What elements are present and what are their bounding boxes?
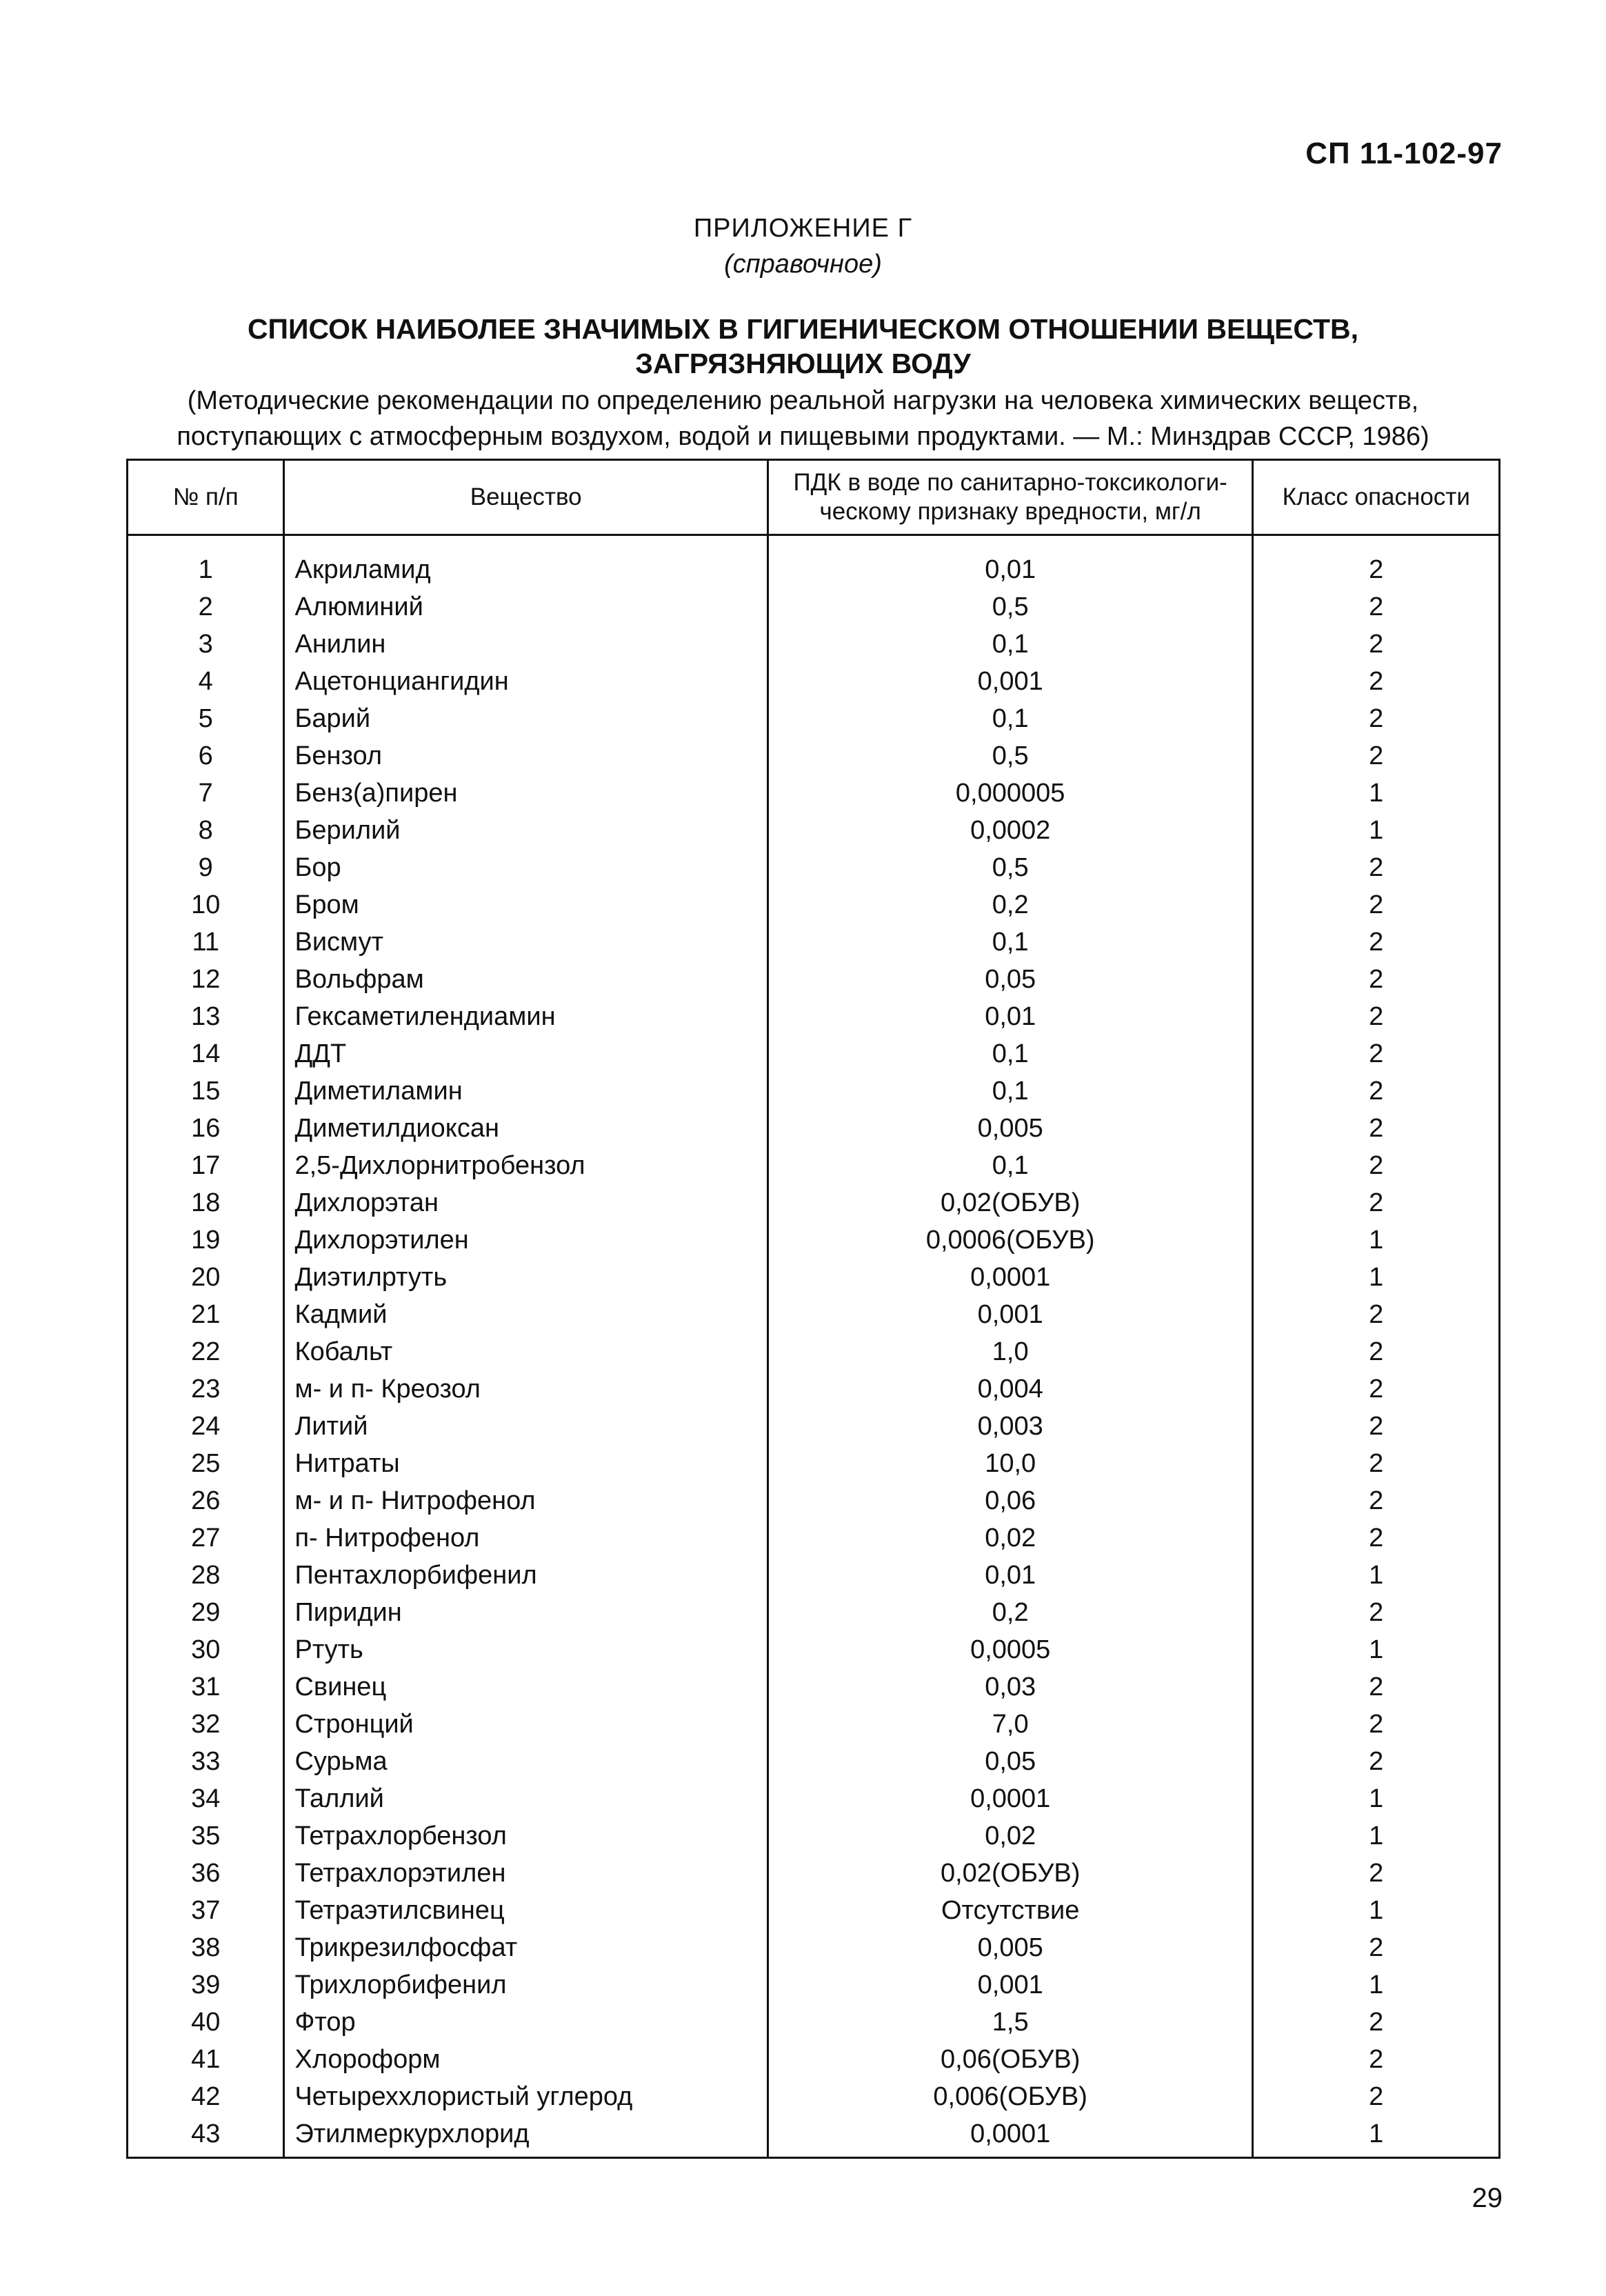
pdk-value: 0,001: [767, 663, 1253, 700]
table-row: [128, 1333, 1500, 1370]
table-row: [128, 1929, 1500, 1966]
row-number: 35: [128, 1817, 284, 1855]
hazard-class: 2: [1253, 2078, 1500, 2115]
substance-name: Диметилдиоксан: [284, 1110, 767, 1147]
pdk-value: 0,003: [767, 1408, 1253, 1445]
table-row: [128, 2115, 1500, 2158]
substance-name: м- и п- Креозол: [284, 1370, 767, 1408]
hazard-class: 2: [1253, 2041, 1500, 2078]
header-pdk-line-2: ческому признаку вредности, мг/л: [819, 498, 1201, 525]
row-number: 26: [128, 1482, 284, 1519]
table-row: [128, 1557, 1500, 1594]
pdk-value: 0,001: [767, 1966, 1253, 2004]
pdk-value: 1,0: [767, 1333, 1253, 1370]
pdk-value: 0,2: [767, 1594, 1253, 1631]
table-row: [128, 1706, 1500, 1743]
substance-name: Хлороформ: [284, 2041, 767, 2078]
hazard-class: 2: [1253, 1408, 1500, 1445]
table-row: [128, 998, 1500, 1035]
header-hazard-class: Класс опасности: [1253, 460, 1500, 535]
row-number: 17: [128, 1147, 284, 1184]
row-number: 14: [128, 1035, 284, 1072]
hazard-class: 2: [1253, 1594, 1500, 1631]
substance-name: Бром: [284, 886, 767, 924]
substance-name: Дихлорэтилен: [284, 1221, 767, 1259]
substance-name: Трихлорбифенил: [284, 1966, 767, 2004]
substance-name: Диметиламин: [284, 1072, 767, 1110]
table-row: [128, 737, 1500, 775]
pdk-value: 0,01: [767, 535, 1253, 589]
row-number: 5: [128, 700, 284, 737]
table-row: [128, 1966, 1500, 2004]
pdk-value: 0,005: [767, 1110, 1253, 1147]
table-row: [128, 1296, 1500, 1333]
hazard-class: 1: [1253, 1221, 1500, 1259]
table-row: [128, 1370, 1500, 1408]
substance-name: ДДТ: [284, 1035, 767, 1072]
substance-name: Анилин: [284, 626, 767, 663]
table-row: [128, 1780, 1500, 1817]
row-number: 33: [128, 1743, 284, 1780]
hazard-class: 2: [1253, 588, 1500, 626]
row-number: 20: [128, 1259, 284, 1296]
hazard-class: 2: [1253, 924, 1500, 961]
pdk-value: 0,05: [767, 1743, 1253, 1780]
substance-name: Трикрезилфосфат: [284, 1929, 767, 1966]
pdk-value: 7,0: [767, 1706, 1253, 1743]
table-row: [128, 2004, 1500, 2041]
pdk-value: 0,02: [767, 1817, 1253, 1855]
table-row: [128, 2041, 1500, 2078]
table-row: [128, 1855, 1500, 1892]
substance-name: Литий: [284, 1408, 767, 1445]
row-number: 23: [128, 1370, 284, 1408]
hazard-class: 2: [1253, 1706, 1500, 1743]
row-number: 30: [128, 1631, 284, 1668]
substance-name: Кадмий: [284, 1296, 767, 1333]
substance-name: Тетрахлорбензол: [284, 1817, 767, 1855]
substance-name: Висмут: [284, 924, 767, 961]
pdk-value: 0,005: [767, 1929, 1253, 1966]
table-row: [128, 1817, 1500, 1855]
substance-name: Бенз(а)пирен: [284, 775, 767, 812]
row-number: 19: [128, 1221, 284, 1259]
hazard-class: 1: [1253, 1780, 1500, 1817]
substance-name: Бор: [284, 849, 767, 886]
row-number: 16: [128, 1110, 284, 1147]
hazard-class: 2: [1253, 663, 1500, 700]
hazard-class: 2: [1253, 700, 1500, 737]
appendix-type: (справочное): [724, 250, 882, 279]
table-row: [128, 663, 1500, 700]
table-row: [128, 2078, 1500, 2115]
row-number: 22: [128, 1333, 284, 1370]
header-num: № п/п: [128, 460, 284, 535]
hazard-class: 2: [1253, 1072, 1500, 1110]
table-row: [128, 1631, 1500, 1668]
row-number: 36: [128, 1855, 284, 1892]
hazard-class: 2: [1253, 1296, 1500, 1333]
substance-name: Ацетонциангидин: [284, 663, 767, 700]
table-row: [128, 535, 1500, 589]
substance-name: Пентахлорбифенил: [284, 1557, 767, 1594]
row-number: 21: [128, 1296, 284, 1333]
page-title-line-1: СПИСОК НАИБОЛЕЕ ЗНАЧИМЫХ В ГИГИЕНИЧЕСКОМ ОТНОШЕНИИ ВЕЩЕСТВ,: [247, 313, 1359, 345]
pdk-value: Отсутствие: [767, 1892, 1253, 1929]
hazard-class: 2: [1253, 1668, 1500, 1706]
hazard-class: 1: [1253, 2115, 1500, 2158]
source-note: [0, 383, 1606, 455]
table-row: [128, 1035, 1500, 1072]
substance-name: Диэтилртуть: [284, 1259, 767, 1296]
pdk-value: 0,01: [767, 1557, 1253, 1594]
row-number: 31: [128, 1668, 284, 1706]
table-row: [128, 812, 1500, 849]
row-number: 6: [128, 737, 284, 775]
document-code: СП 11-102-97: [1305, 137, 1503, 170]
hazard-class: 2: [1253, 626, 1500, 663]
hazard-class: 2: [1253, 1855, 1500, 1892]
pdk-value: 0,02(ОБУВ): [767, 1184, 1253, 1221]
table-row: [128, 1892, 1500, 1929]
pdk-value: 0,06(ОБУВ): [767, 2041, 1253, 2078]
appendix-heading: [0, 210, 1606, 282]
substance-name: Этилмеркурхлорид: [284, 2115, 767, 2158]
header-pdk: [767, 460, 1253, 535]
hazard-class: 1: [1253, 1966, 1500, 2004]
hazard-class: 2: [1253, 1929, 1500, 1966]
substance-name: Таллий: [284, 1780, 767, 1817]
header-pdk-line-1: ПДК в воде по санитарно-токсикологи-: [793, 469, 1227, 496]
table-row: [128, 1668, 1500, 1706]
hazard-class: 2: [1253, 1110, 1500, 1147]
pdk-value: 0,2: [767, 886, 1253, 924]
table-row: [128, 1445, 1500, 1482]
substance-name: Четыреххлористый углерод: [284, 2078, 767, 2115]
hazard-class: 1: [1253, 1259, 1500, 1296]
table-row: [128, 849, 1500, 886]
table-row: [128, 1594, 1500, 1631]
row-number: 24: [128, 1408, 284, 1445]
pdk-value: 0,0001: [767, 1259, 1253, 1296]
row-number: 3: [128, 626, 284, 663]
hazard-class: 2: [1253, 1035, 1500, 1072]
hazard-class: 2: [1253, 998, 1500, 1035]
page-title-line-2: ЗАГРЯЗНЯЮЩИХ ВОДУ: [635, 348, 971, 379]
row-number: 39: [128, 1966, 284, 2004]
row-number: 1: [128, 535, 284, 589]
table-row: [128, 626, 1500, 663]
hazard-class: 2: [1253, 1482, 1500, 1519]
pdk-value: 0,0002: [767, 812, 1253, 849]
pdk-value: 0,01: [767, 998, 1253, 1035]
row-number: 4: [128, 663, 284, 700]
substance-name: Барий: [284, 700, 767, 737]
hazard-class: 2: [1253, 886, 1500, 924]
substance-name: Ртуть: [284, 1631, 767, 1668]
row-number: 27: [128, 1519, 284, 1557]
table-row: [128, 1147, 1500, 1184]
pdk-value: 0,03: [767, 1668, 1253, 1706]
table-row: [128, 924, 1500, 961]
substance-name: Тетрахлорэтилен: [284, 1855, 767, 1892]
substance-name: Бензол: [284, 737, 767, 775]
pdk-value: 0,02(ОБУВ): [767, 1855, 1253, 1892]
substance-name: Берилий: [284, 812, 767, 849]
table-row: [128, 775, 1500, 812]
hazard-class: 2: [1253, 535, 1500, 589]
substance-name: п- Нитрофенол: [284, 1519, 767, 1557]
substance-name: Кобальт: [284, 1333, 767, 1370]
hazard-class: 2: [1253, 1333, 1500, 1370]
page-title: [0, 312, 1606, 381]
row-number: 42: [128, 2078, 284, 2115]
table-row: [128, 1482, 1500, 1519]
row-number: 12: [128, 961, 284, 998]
hazard-class: 2: [1253, 1370, 1500, 1408]
substance-name: Сурьма: [284, 1743, 767, 1780]
hazard-class: 1: [1253, 1631, 1500, 1668]
table-row: [128, 588, 1500, 626]
substance-name: 2,5-Дихлорнитробензол: [284, 1147, 767, 1184]
row-number: 15: [128, 1072, 284, 1110]
pdk-value: 0,06: [767, 1482, 1253, 1519]
substance-name: Фтор: [284, 2004, 767, 2041]
hazard-class: 2: [1253, 2004, 1500, 2041]
row-number: 41: [128, 2041, 284, 2078]
hazard-class: 2: [1253, 849, 1500, 886]
pdk-value: 0,1: [767, 924, 1253, 961]
pdk-value: 0,0001: [767, 1780, 1253, 1817]
table-row: [128, 1519, 1500, 1557]
substance-name: Алюминий: [284, 588, 767, 626]
hazard-class: 2: [1253, 1445, 1500, 1482]
pdk-value: 0,000005: [767, 775, 1253, 812]
substance-name: Нитраты: [284, 1445, 767, 1482]
page-number: 29: [1472, 2183, 1503, 2213]
pdk-value: 0,1: [767, 700, 1253, 737]
hazard-class: 1: [1253, 1817, 1500, 1855]
row-number: 40: [128, 2004, 284, 2041]
pdk-value: 0,05: [767, 961, 1253, 998]
row-number: 8: [128, 812, 284, 849]
hazard-class: 2: [1253, 1743, 1500, 1780]
substance-name: Гексаметилендиамин: [284, 998, 767, 1035]
hazard-class: 2: [1253, 737, 1500, 775]
row-number: 28: [128, 1557, 284, 1594]
pdk-value: 0,1: [767, 626, 1253, 663]
row-number: 32: [128, 1706, 284, 1743]
hazard-class: 2: [1253, 1519, 1500, 1557]
substance-name: Тетраэтилсвинец: [284, 1892, 767, 1929]
appendix-title: ПРИЛОЖЕНИЕ Г: [693, 214, 913, 243]
substance-name: Акриламид: [284, 535, 767, 589]
substance-name: Свинец: [284, 1668, 767, 1706]
table-row: [128, 1259, 1500, 1296]
table-row: [128, 1110, 1500, 1147]
substance-name: Пиридин: [284, 1594, 767, 1631]
table-row: [128, 961, 1500, 998]
row-number: 38: [128, 1929, 284, 1966]
pdk-value: 0,006(ОБУВ): [767, 2078, 1253, 2115]
pdk-value: 0,1: [767, 1072, 1253, 1110]
table-row: [128, 1408, 1500, 1445]
pdk-value: 0,02: [767, 1519, 1253, 1557]
pdk-value: 0,004: [767, 1370, 1253, 1408]
row-number: 18: [128, 1184, 284, 1221]
substance-name: Вольфрам: [284, 961, 767, 998]
substance-name: Дихлорэтан: [284, 1184, 767, 1221]
row-number: 37: [128, 1892, 284, 1929]
hazard-class: 2: [1253, 1184, 1500, 1221]
header-substance: Вещество: [284, 460, 767, 535]
row-number: 43: [128, 2115, 284, 2158]
hazard-class: 1: [1253, 1557, 1500, 1594]
pdk-value: 0,1: [767, 1035, 1253, 1072]
source-note-line-2: поступающих с атмосферным воздухом, водой и пищевыми продуктами. — М.: Минздрав СССР, 1986): [177, 422, 1429, 451]
source-note-line-1: (Методические рекомендации по определению реальной нагрузки на человека химических веществ,: [187, 386, 1419, 415]
row-number: 2: [128, 588, 284, 626]
pdk-value: 0,5: [767, 737, 1253, 775]
row-number: 13: [128, 998, 284, 1035]
row-number: 7: [128, 775, 284, 812]
row-number: 9: [128, 849, 284, 886]
hazard-class: 2: [1253, 961, 1500, 998]
hazard-class: 1: [1253, 812, 1500, 849]
hazard-class: 2: [1253, 1147, 1500, 1184]
table-row: [128, 1743, 1500, 1780]
hazard-class: 1: [1253, 1892, 1500, 1929]
hazard-class: 1: [1253, 775, 1500, 812]
pdk-value: 0,0006(ОБУВ): [767, 1221, 1253, 1259]
table-header-row: [128, 460, 1500, 535]
table-body: [128, 535, 1500, 2158]
row-number: 25: [128, 1445, 284, 1482]
table-row: [128, 1072, 1500, 1110]
table-row: [128, 1221, 1500, 1259]
pdk-value: 1,5: [767, 2004, 1253, 2041]
row-number: 34: [128, 1780, 284, 1817]
row-number: 10: [128, 886, 284, 924]
substance-name: м- и п- Нитрофенол: [284, 1482, 767, 1519]
table-row: [128, 886, 1500, 924]
pdk-value: 0,0005: [767, 1631, 1253, 1668]
pdk-value: 0,001: [767, 1296, 1253, 1333]
pdk-value: 0,0001: [767, 2115, 1253, 2158]
row-number: 29: [128, 1594, 284, 1631]
table-row: [128, 700, 1500, 737]
pdk-value: 0,1: [767, 1147, 1253, 1184]
row-number: 11: [128, 924, 284, 961]
substance-name: Стронций: [284, 1706, 767, 1743]
pdk-value: 0,5: [767, 588, 1253, 626]
substances-table: [126, 459, 1500, 2159]
table-row: [128, 1184, 1500, 1221]
pdk-value: 10,0: [767, 1445, 1253, 1482]
pdk-value: 0,5: [767, 849, 1253, 886]
